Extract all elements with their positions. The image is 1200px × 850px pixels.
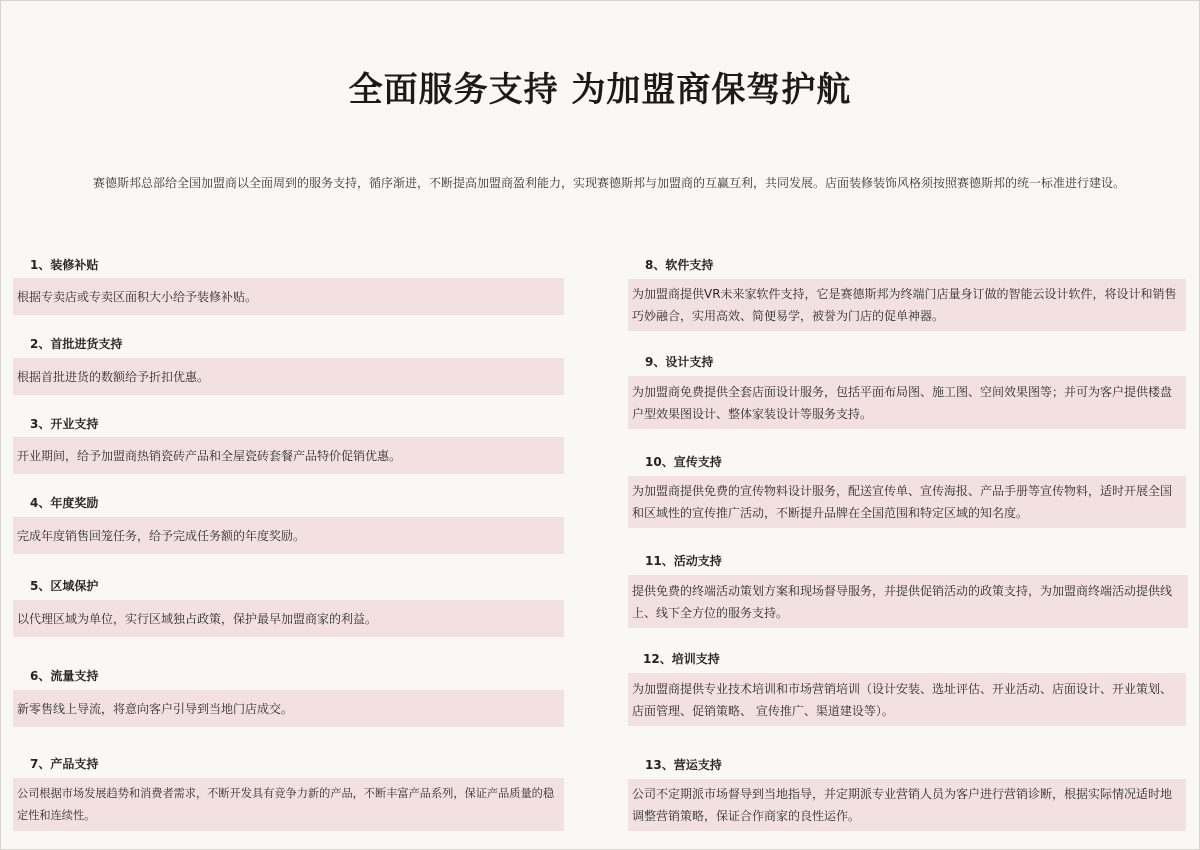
section-box [13,690,564,727]
section-title: 6、流量支持 [30,669,99,683]
section-box [13,517,564,554]
section-title: 11、活动支持 [645,554,722,568]
section-text: 新零售线上导流，将意向客户引导到当地门店成交。 [17,701,294,716]
section-box [13,778,564,831]
section-box [628,779,1186,831]
section-title: 5、区域保护 [30,579,99,593]
section-text: 开业期间，给予加盟商热销瓷砖产品和全屋瓷砖套餐产品特价促销优惠。 [17,448,402,463]
section-box [628,575,1188,628]
section-box [13,278,564,315]
section-text: 为加盟商免费提供全套店面设计服务，包括平面布局图、施工图、空间效果图等；并可为客户提供楼盘户型效果图设计、整体家装设计等服务支持。 [632,384,1173,421]
page-title: 全面服务支持 为加盟商保驾护航 [348,70,852,110]
section-title: 4、年度奖励 [30,496,99,510]
section-box [628,376,1186,429]
section-box [13,600,564,637]
section-box [628,279,1186,331]
section-title: 8、软件支持 [645,258,714,272]
section-box [628,673,1186,726]
section-text: 根据专卖店或专卖区面积大小给予装修补贴。 [17,289,258,304]
section-text: 根据首批进货的数额给予折扣优惠。 [17,369,210,384]
section-title: 10、宣传支持 [645,455,722,469]
section-title: 2、首批进货支持 [30,337,123,351]
section-title: 1、装修补贴 [30,258,99,272]
section-text: 为加盟商提供VR未来家软件支持，它是赛德斯邦为终端门店量身订做的智能云设计软件，将设计和销售巧妙融合，实用高效、简便易学，被誉为门店的促单神器。 [632,287,1177,323]
section-box [628,476,1186,528]
section-title: 3、开业支持 [30,417,99,431]
section-title: 12、培训支持 [643,652,720,666]
section-title: 7、产品支持 [30,757,99,771]
section-title: 9、设计支持 [645,355,714,369]
section-text: 以代理区域为单位，实行区域独占政策，保护最早加盟商家的利益。 [17,611,378,626]
section-text: 提供免费的终端活动策划方案和现场督导服务，并提供促销活动的政策支持，为加盟商终端活动提供线上、线下全方位的服务支持。 [632,583,1173,620]
section-box [13,437,564,474]
section-text: 完成年度销售回笼任务，给予完成任务额的年度奖励。 [17,528,306,543]
section-title: 13、营运支持 [645,758,722,772]
intro-paragraph: 赛德斯邦总部给全国加盟商以全面周到的服务支持，循序渐进，不断提高加盟商盈利能力，实现赛德斯邦与加盟商的互赢互利，共同发展。店面装修装饰风格须按照赛德斯邦的统一标准进行建设。 [92,176,1125,190]
section-text: 公司不定期派市场督导到当地指导，并定期派专业营销人员为客户进行营销诊断，根据实际情况适时地调整营销策略，保证合作商家的良性运作。 [632,787,1173,823]
section-text: 为加盟商提供免费的宣传物料设计服务，配送宣传单、宣传海报、产品手册等宣传物料，适时开展全国和区域性的宣传推广活动，不断提升品牌在全国范围和特定区域的知名度。 [632,484,1173,520]
section-box [13,358,564,395]
section-text: 公司根据市场发展趋势和消费者需求，不断开发具有竞争力新的产品，不断丰富产品系列，保证产品质量的稳定性和连续性。 [17,786,555,822]
section-text: 为加盟商提供专业技术培训和市场营销培训（设计安装、选址评估、开业活动、店面设计、开业策划、店面管理、促销策略、 宣传推广、渠道建设等）。 [632,681,1173,718]
